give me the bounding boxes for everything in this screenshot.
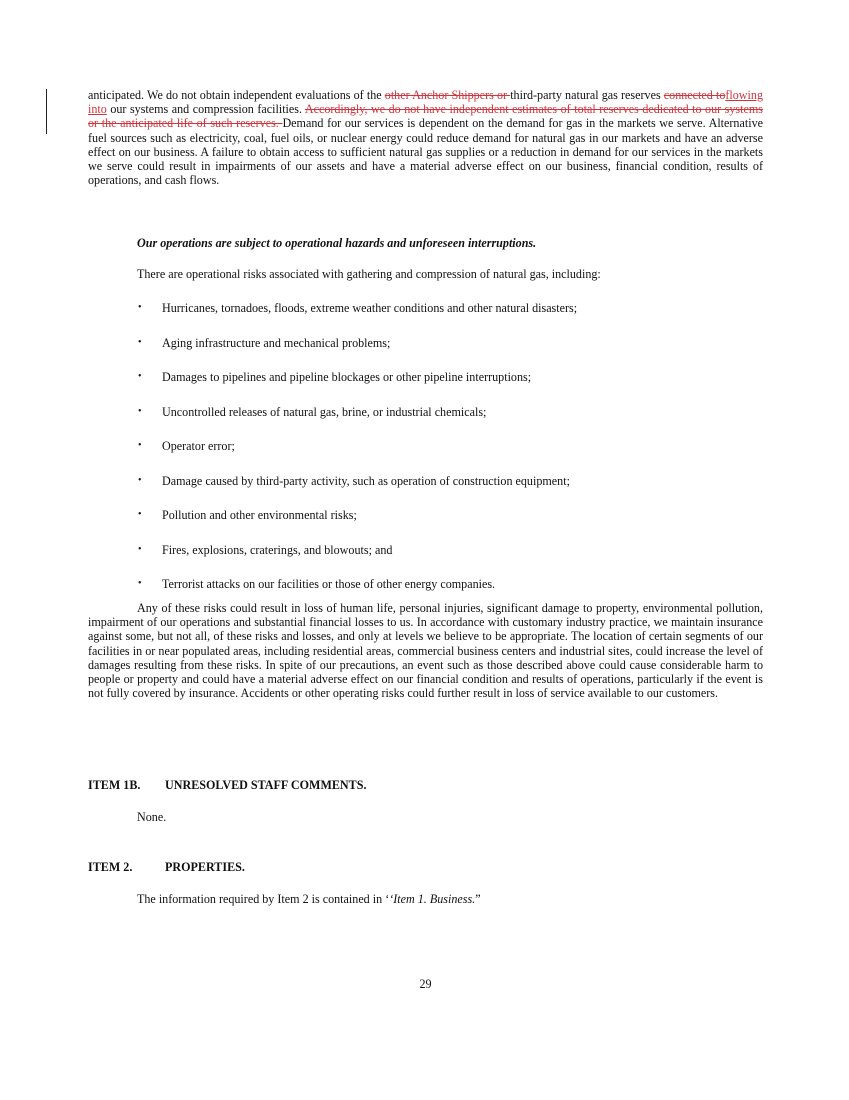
paragraph-text: third-party natural gas reserves [510, 88, 664, 102]
item-2-heading [88, 860, 245, 874]
list-item-text: Damage caused by third-party activity, such as operation of construction equipment; [162, 473, 570, 488]
list-item [88, 474, 763, 509]
paragraph-text: Demand for our services is dependent on the demand for gas in the markets we serve. Alternative fuel sources such as electricity, coal, fuel oils, or nuclear energy could reduce demand for natural gas in our markets and have an adverse effect on our business. A failure to obtain access to sufficient natural gas supplies or a reduction in demand for our services in the markets we serve could result in impairments of our assets and have a material adverse effect on our business, financial condition, results of operations, and cash flows. [88, 116, 763, 188]
item-2-body-reference: ‘Item 1. Business. [389, 892, 476, 906]
inserted-text: flowing into [88, 88, 763, 117]
item-title: UNRESOLVED STAFF COMMENTS. [165, 778, 367, 792]
risk-heading: Our operations are subject to operational hazards and unforeseen interruptions. [137, 236, 537, 250]
list-item-text: Operator error; [162, 439, 235, 453]
list-item-text: Damages to pipelines and pipeline blockages or other pipeline interruptions; [162, 370, 532, 384]
item-1b-heading [88, 778, 366, 792]
list-item-text: Aging infrastructure and mechanical problems; [162, 335, 391, 350]
bullet-icon: • [138, 543, 142, 555]
risk-paragraph-consequences: Any of these risks could result in loss of human life, personal injuries, significant damage to property, environmental pollution, impairment of our operations and substantial financial losses to us. In accordance with customary industry practice, we maintain insurance against some, but not all, of these risks and losses, and only at levels we believe to be appropriate. The location of certain segments of our facilities in or near populated areas, including residential areas, commercial business centers and industrial sites, could increase the level of damages resulting from these risks. In spite of our precautions, an event such as those described above could cause considerable harm to people or property and could have a material adverse effect on our financial condition and results of operations, particularly if the event is not fully covered by insurance. Accidents or other operating risks could further result in loss of service available to our customers. [88, 601, 763, 701]
list-item [88, 370, 763, 405]
bullet-icon: • [138, 336, 142, 348]
list-item [88, 336, 763, 371]
item-title: PROPERTIES. [165, 860, 245, 874]
item-1b-body: None. [137, 810, 167, 824]
list-item-text: Fires, explosions, craterings, and blowouts; and [162, 542, 393, 557]
list-item [88, 405, 763, 440]
item-number: ITEM 1B. [88, 778, 141, 792]
item-2-body [137, 892, 481, 906]
bullet-icon: • [138, 405, 142, 417]
list-item [88, 301, 763, 336]
paragraph-text: our systems and compression facilities. [106, 102, 305, 117]
bullet-icon: • [138, 578, 142, 589]
list-item [88, 439, 763, 474]
list-item [88, 543, 763, 578]
item-2-body-closing-quote: ” [475, 892, 481, 906]
deleted-text: other Anchor Shippers or [384, 88, 511, 102]
list-item-text: Uncontrolled releases of natural gas, brine, or industrial chemicals; [162, 404, 487, 419]
list-item-text: Pollution and other environmental risks; [162, 508, 357, 522]
bullet-icon: • [138, 440, 142, 451]
risk-list [88, 301, 763, 612]
bullet-icon: • [138, 474, 142, 486]
item-number: ITEM 2. [88, 860, 133, 874]
risk-paragraph-reserves [88, 88, 763, 187]
list-item-text: Terrorist attacks on our facilities or those of other energy companies. [162, 577, 496, 591]
document-page [88, 88, 763, 991]
revision-change-bar [46, 89, 47, 134]
bullet-icon: • [138, 371, 142, 382]
bullet-icon: • [138, 302, 142, 313]
deleted-text: connected to [663, 88, 726, 102]
list-item [88, 508, 763, 543]
risk-intro: There are operational risks associated with gathering and compression of natural gas, including: [137, 267, 601, 281]
page-number: 29 [419, 977, 432, 991]
item-2-body-text: The information required by Item 2 is contained in ‘ [137, 892, 390, 906]
bullet-icon: • [138, 509, 142, 520]
paragraph-text: anticipated. We do not obtain independent evaluations of the [88, 88, 385, 102]
deleted-text: Accordingly, we do not have independent estimates of total reserves dedicated to our systems or the anticipated life of such reserves. [88, 102, 763, 131]
list-item-text: Hurricanes, tornadoes, floods, extreme weather conditions and other natural disasters; [162, 301, 578, 315]
